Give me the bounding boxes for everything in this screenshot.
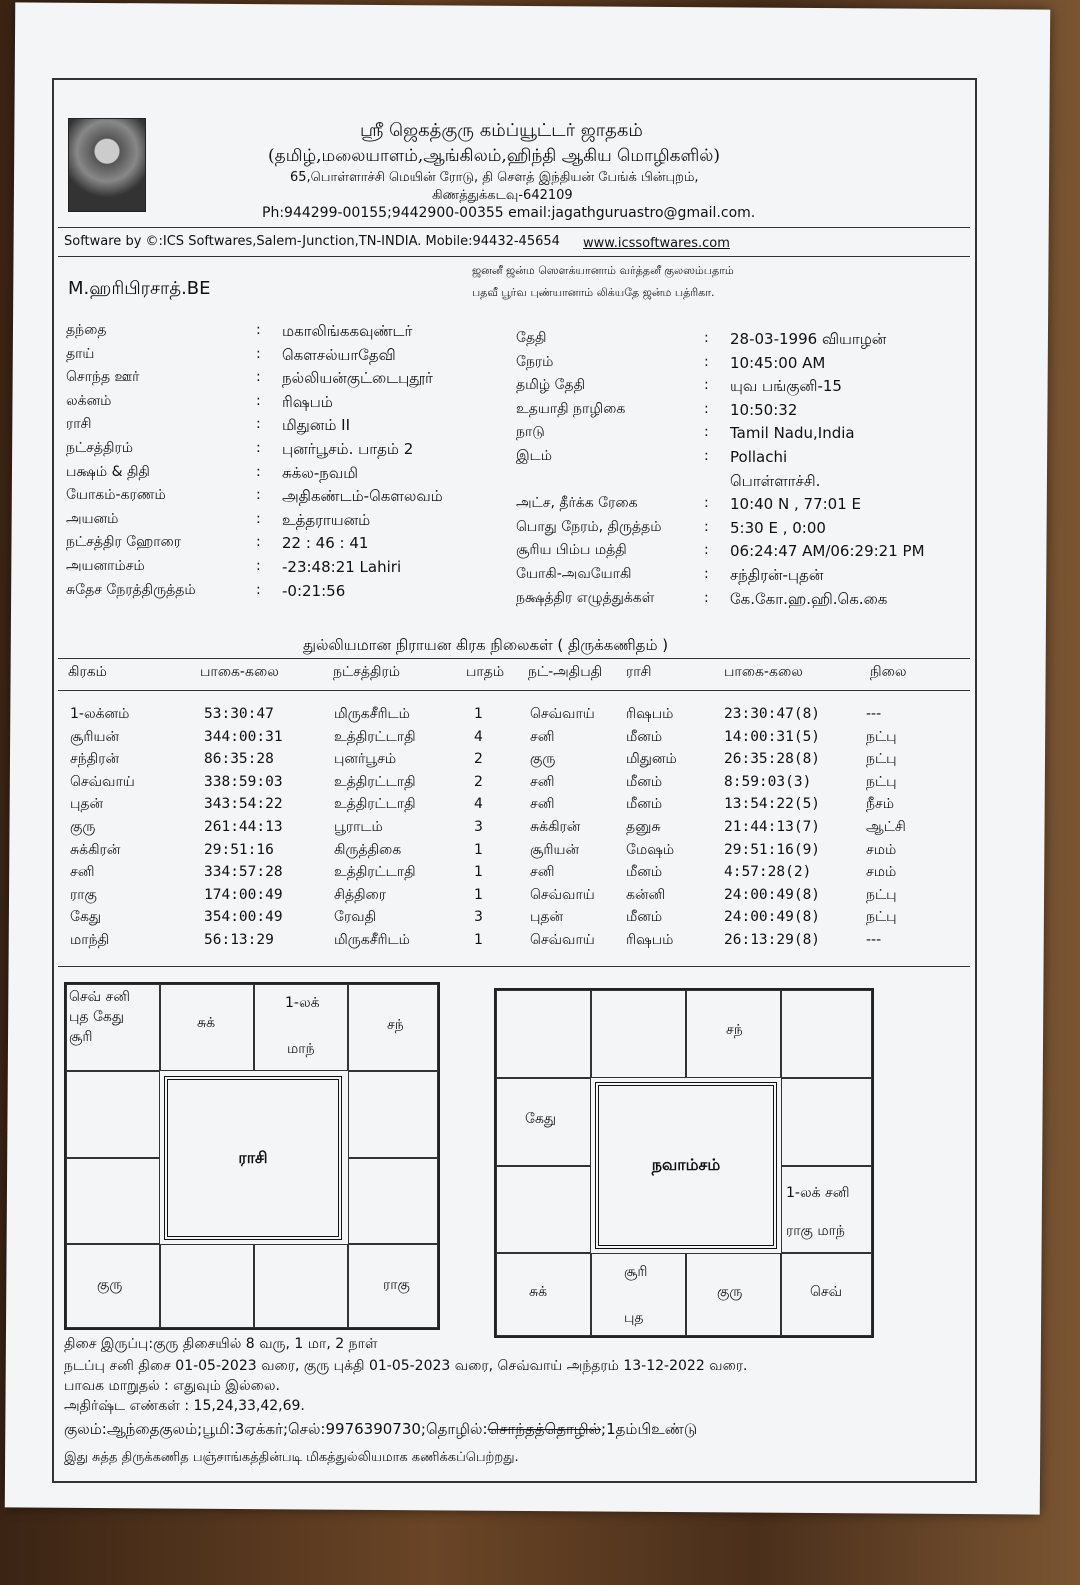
detail-value: 22 : 46 : 41 xyxy=(282,534,369,553)
table-cell: 4 xyxy=(474,796,483,813)
table-cell: நட்பு xyxy=(866,751,897,768)
table-cell: 261:44:13 xyxy=(204,819,283,835)
detail-label: நட்சத்திர ஹோரை xyxy=(66,534,182,551)
table-cell: தனுசு xyxy=(626,819,661,835)
cell-text: கேது xyxy=(525,1111,557,1127)
divider xyxy=(58,966,970,967)
detail-colon: : xyxy=(256,322,261,338)
detail-colon: : xyxy=(704,424,709,441)
table-cell: 3 xyxy=(474,909,483,926)
table-cell: மிருகசீரிடம் xyxy=(334,706,410,722)
cell-text: 1-லக் xyxy=(285,995,320,1011)
detail-colon: : xyxy=(704,518,709,535)
table-cell: 344:00:31 xyxy=(204,728,283,745)
table-header-cell: கிரகம் xyxy=(68,664,107,680)
detail-label: ராசி xyxy=(66,416,92,433)
detail-value: 28-03-1996 வியாழன் xyxy=(730,330,887,348)
detail-label: இடம் xyxy=(516,448,553,464)
detail-label: நேரம் xyxy=(516,353,554,370)
table-cell: உத்திரட்டாதி xyxy=(334,728,416,745)
table-header-cell: ராசி xyxy=(626,664,652,680)
table-cell: மீனம் xyxy=(626,864,663,881)
rasi-cell-pisces xyxy=(66,984,160,1071)
bhava-change: பாவக மாறுதல் : எதுவும் இல்லை. xyxy=(64,1378,280,1394)
detail-colon: : xyxy=(704,589,709,606)
table-cell: 1 xyxy=(474,841,483,858)
cell-text: சந் xyxy=(726,1022,743,1038)
detail-label: தமிழ் தேதி xyxy=(516,377,586,394)
navamsa-cell-libra xyxy=(686,1253,781,1336)
detail-colon: : xyxy=(256,581,261,598)
detail-label: லக்னம் xyxy=(66,392,112,409)
table-cell: ரேவதி xyxy=(334,909,377,926)
cell-text: 1-லக் சனி xyxy=(786,1185,850,1201)
rasi-cell-sagittarius xyxy=(66,1244,160,1328)
table-cell: சமம் xyxy=(866,864,897,881)
table-cell: கிருத்திகை xyxy=(334,841,402,858)
divider xyxy=(58,658,970,659)
detail-value: பொள்ளாச்சி. xyxy=(730,471,821,490)
detail-colon: : xyxy=(704,400,709,417)
lucky-numbers: அதிர்ஷ்ட எண்கள் : 15,24,33,42,69. xyxy=(64,1398,305,1414)
software-credit: Software by ©:ICS Softwares,Salem-Junction,TN-INDIA. Mobile:94432-45654 xyxy=(64,234,560,249)
cell-text: குரு xyxy=(97,1277,123,1293)
languages-line: (தமிழ்,மலையாளம்,ஆங்கிலம்,ஹிந்தி ஆகிய மொழிகளில்) xyxy=(268,146,721,166)
table-cell: 334:57:28 xyxy=(204,864,283,881)
detail-value: மகாலிங்ககவுண்டர் xyxy=(282,322,413,340)
table-cell: 21:44:13(7) xyxy=(724,819,821,835)
detail-label: தந்தை xyxy=(66,322,107,338)
detail-label: பொது நேரம், திருத்தம் xyxy=(516,518,662,535)
detail-label: அயனாம்சம் xyxy=(66,558,145,574)
detail-value: உத்தராயனம் xyxy=(282,510,371,529)
detail-colon: : xyxy=(704,566,709,582)
cell-text: செவ் xyxy=(810,1284,843,1300)
cell-text: புத xyxy=(624,1310,644,1326)
cell-text: மாந் xyxy=(287,1041,315,1057)
table-cell: மாந்தி xyxy=(70,932,110,948)
sanskrit-verse-2: பதவீ பூர்வ புண்யானாம் லிக்யதே ஜன்ம பத்ரிகா. xyxy=(472,286,715,299)
table-cell: 1 xyxy=(474,706,483,722)
detail-label: அயனம் xyxy=(66,510,119,527)
table-header-cell: பாதம் xyxy=(466,664,505,680)
table-cell: புதன் xyxy=(70,796,104,813)
table-cell: 1-லக்னம் xyxy=(70,706,130,722)
detail-label: தேதி xyxy=(516,330,547,346)
navamsa-cell-pisces xyxy=(496,990,591,1078)
table-cell: ஆட்சி xyxy=(866,819,906,835)
table-cell: சனி xyxy=(530,864,555,881)
person-name: M.ஹரிபிரசாத்.BE xyxy=(68,278,211,299)
detail-label: தாய் xyxy=(66,345,95,362)
address-line-1: 65,பொள்ளாச்சி மெயின் ரோடு, தி சௌத் இந்தியன் பேங்க் பின்புறம், xyxy=(290,170,699,185)
detail-label: பக்ஷம் & திதி xyxy=(66,463,150,480)
table-cell: --- xyxy=(866,706,882,722)
cell-text: செவ் சனி xyxy=(69,989,130,1005)
table-cell: 3 xyxy=(474,819,483,835)
detail-value: 06:24:47 AM/06:29:21 PM xyxy=(730,542,925,561)
dasa-balance: திசை இருப்பு:குரு திசையில் 8 வரு, 1 மா, 2 நாள் xyxy=(64,1336,378,1352)
divider xyxy=(58,227,970,228)
handwritten-note-text: குலம்:ஆந்தைகுலம்;பூமி:3ஏக்கர்;செல்:9976390730;தொழில்: xyxy=(64,1420,488,1438)
cell-text: சுக் xyxy=(529,1284,548,1300)
table-cell: உத்திரட்டாதி xyxy=(334,796,416,813)
detail-colon: : xyxy=(256,369,261,386)
contact-line: Ph:944299-00155;9442900-00355 email:jagathguruastro@gmail.com. xyxy=(262,205,756,221)
navamsa-cell-capricorn xyxy=(496,1166,591,1253)
table-cell: ராகு xyxy=(70,886,97,903)
detail-label: சொந்த ஊர் xyxy=(66,369,140,386)
table-cell: சனி xyxy=(530,728,555,745)
table-cell: நட்பு xyxy=(866,728,897,745)
table-cell: 354:00:49 xyxy=(204,909,283,926)
table-cell: சமம் xyxy=(866,841,897,858)
rasi-cell-cancer xyxy=(348,1071,438,1158)
table-cell: நட்பு xyxy=(866,909,897,926)
table-cell: 1 xyxy=(474,932,483,948)
table-cell: செவ்வாய் xyxy=(530,706,595,722)
rasi-cell-aries xyxy=(160,984,254,1071)
table-cell: செவ்வாய் xyxy=(530,932,595,948)
table-cell: 4:57:28(2) xyxy=(724,864,812,881)
table-cell: சூரியன் xyxy=(70,728,120,745)
detail-label: நட்சத்திரம் xyxy=(66,440,133,456)
table-cell: 174:00:49 xyxy=(204,886,283,903)
detail-colon: : xyxy=(704,377,709,394)
rasi-cell-leo xyxy=(348,1158,438,1244)
cell-text: குரு xyxy=(717,1284,743,1300)
table-cell: சித்திரை xyxy=(334,886,387,903)
table-cell: குரு xyxy=(530,751,556,768)
table-cell: கேது xyxy=(70,909,102,926)
table-cell: 1 xyxy=(474,864,483,881)
rasi-cell-aquarius xyxy=(66,1071,160,1158)
cell-text: சூரி xyxy=(624,1264,648,1280)
detail-colon: : xyxy=(256,392,261,409)
table-cell: 4 xyxy=(474,728,483,745)
detail-value: மிதுனம் II xyxy=(282,416,351,435)
rasi-cell-gemini xyxy=(348,984,438,1071)
handwritten-struck-text: சொந்தத்தொழில் xyxy=(487,1420,602,1438)
detail-colon: : xyxy=(256,510,261,527)
detail-value: 10:50:32 xyxy=(730,400,798,419)
table-header-cell: பாகை-கலை xyxy=(200,664,279,680)
handwritten-note xyxy=(64,1420,697,1440)
detail-value: புனர்பூசம். பாதம் 2 xyxy=(282,440,414,458)
rasi-cell-scorpio xyxy=(160,1244,254,1328)
doc-title: ஸ்ரீ ஜெகத்குரு கம்ப்யூட்டர் ஜாதகம் xyxy=(360,120,643,141)
table-header-cell: நிலை xyxy=(870,664,907,680)
table-cell: 1 xyxy=(474,886,483,903)
detail-colon: : xyxy=(704,448,709,464)
divider xyxy=(58,690,970,691)
table-cell: ரிஷபம் xyxy=(626,932,674,948)
table-header-cell: நட்-அதிபதி xyxy=(528,664,603,680)
table-cell: 86:35:28 xyxy=(204,751,274,768)
table-cell: 343:54:22 xyxy=(204,796,283,813)
table-cell: நட்பு xyxy=(866,773,897,790)
detail-colon: : xyxy=(256,440,261,456)
table-cell: மீனம் xyxy=(626,773,663,790)
navamsa-cell-aries xyxy=(591,990,686,1078)
software-website: www.icssoftwares.com xyxy=(583,236,730,251)
detail-value: -0:21:56 xyxy=(282,581,346,600)
table-cell: கன்னி xyxy=(626,886,666,903)
rasi-cell-taurus xyxy=(254,984,348,1071)
table-cell: சுக்கிரன் xyxy=(530,819,581,835)
table-cell: சனி xyxy=(70,864,95,881)
cell-text: புத கேது xyxy=(69,1009,125,1025)
planet-table-title: துல்லியமான நிராயன கிரக நிலைகள் ( திருக்கணிதம் ) xyxy=(303,636,669,654)
sanskrit-verse-1: ஜனனீ ஜன்ம ஸௌக்யானாம் வர்த்தனீ குலஸம்பதாம் xyxy=(472,264,734,277)
detail-label: அட்ச, தீர்க்க ரேகை xyxy=(516,495,638,512)
table-cell: --- xyxy=(866,932,882,948)
cell-text: ராகு xyxy=(383,1277,410,1293)
detail-colon: : xyxy=(704,353,709,370)
navamsa-cell-aquarius xyxy=(496,1078,591,1166)
address-line-2: கிணத்துக்கடவு-642109 xyxy=(432,188,573,203)
rasi-cell-capricorn xyxy=(66,1158,160,1244)
detail-value: 5:30 E , 0:00 xyxy=(730,518,826,537)
table-cell: 26:35:28(8) xyxy=(724,751,821,768)
detail-value: -23:48:21 Lahiri xyxy=(282,558,402,576)
table-cell: 56:13:29 xyxy=(204,932,274,948)
detail-label: நாடு xyxy=(516,424,545,441)
current-dasa: நடப்பு சனி திசை 01-05-2023 வரை, குரு புக்தி 01-05-2023 வரை, செவ்வாய் அந்தரம் 13-12-2022 வரை. xyxy=(64,1358,748,1374)
detail-colon: : xyxy=(256,534,261,551)
navamsa-chart xyxy=(494,988,874,1338)
table-cell: சனி xyxy=(530,796,555,813)
table-cell: 29:51:16 xyxy=(204,841,274,858)
table-cell: மீனம் xyxy=(626,728,663,745)
rasi-chart xyxy=(64,982,440,1330)
table-cell: 13:54:22(5) xyxy=(724,796,821,813)
table-cell: நட்பு xyxy=(866,886,897,903)
cell-text: ராகு மாந் xyxy=(786,1223,845,1239)
table-cell: 338:59:03 xyxy=(204,773,283,790)
table-cell: 26:13:29(8) xyxy=(724,932,821,948)
navamsa-cell-gemini-label xyxy=(686,990,781,1078)
cell-text: சுக் xyxy=(197,1015,216,1031)
detail-value: ரிஷபம் xyxy=(282,392,333,411)
detail-label: யோகி-அவயோகி xyxy=(516,566,632,582)
table-cell: 24:00:49(8) xyxy=(724,909,821,926)
table-cell: 14:00:31(5) xyxy=(724,728,821,745)
detail-colon: : xyxy=(704,542,709,559)
detail-colon: : xyxy=(256,463,261,480)
table-cell: சூரியன் xyxy=(530,841,580,858)
table-cell: புதன் xyxy=(530,909,564,926)
table-cell: 53:30:47 xyxy=(204,706,274,722)
detail-value: 10:40 N , 77:01 E xyxy=(730,495,861,514)
detail-colon: : xyxy=(256,416,261,433)
navamsa-cell-sagittarius xyxy=(496,1253,591,1336)
table-cell: 29:51:16(9) xyxy=(724,841,821,858)
detail-label: சூரிய பிம்ப மத்தி xyxy=(516,542,627,559)
table-cell: சனி xyxy=(530,773,555,790)
table-cell: சந்திரன் xyxy=(70,751,120,768)
table-cell: சுக்கிரன் xyxy=(70,841,121,858)
detail-value: அதிகண்டம்-கௌலவம் xyxy=(282,487,443,506)
navamsa-cell-virgo xyxy=(781,1253,872,1336)
rasi-cell-libra xyxy=(254,1244,348,1328)
table-cell: மிருகசீரிடம் xyxy=(334,932,410,948)
navamsa-cell-cancer xyxy=(781,1078,872,1166)
divider xyxy=(58,256,970,257)
table-cell: புனர்பூசம் xyxy=(334,751,397,768)
detail-label: நக்ஷத்திர எழுத்துக்கள் xyxy=(516,589,655,606)
table-cell: குரு xyxy=(70,819,96,835)
cell-text: சந் xyxy=(387,1017,404,1033)
table-cell: செவ்வாய் xyxy=(530,886,595,903)
cell-text: சூரி xyxy=(69,1029,93,1045)
table-cell: பூராடம் xyxy=(334,819,383,835)
table-cell: மேஷம் xyxy=(626,841,675,858)
detail-label: யோகம்-கரணம் xyxy=(66,487,166,504)
table-cell: 23:30:47(8) xyxy=(724,706,821,722)
detail-value: 10:45:00 AM xyxy=(730,353,826,372)
navamsa-cell-scorpio xyxy=(591,1253,686,1336)
rasi-center-label: ராசி xyxy=(164,1076,342,1240)
navamsa-cell-leo xyxy=(781,1166,872,1253)
detail-colon: : xyxy=(704,495,709,512)
table-cell: மிதுனம் xyxy=(626,751,677,768)
detail-value: நல்லியன்குட்டைபுதூர் xyxy=(282,369,433,388)
table-cell: செவ்வாய் xyxy=(70,773,135,790)
detail-value: Tamil Nadu,India xyxy=(730,424,855,443)
table-cell: உத்திரட்டாதி xyxy=(334,864,416,881)
detail-label: உதயாதி நாழிகை xyxy=(516,400,626,417)
detail-value: கே.கோ.ஹ.ஹி.கெ.கை xyxy=(730,589,888,608)
table-cell: 8:59:03(3) xyxy=(724,773,812,790)
navamsa-center-label: நவாம்சம் xyxy=(595,1082,777,1249)
table-cell: உத்திரட்டாதி xyxy=(334,773,416,790)
detail-value: கௌசல்யாதேவி xyxy=(282,345,396,364)
table-cell: 24:00:49(8) xyxy=(724,886,821,903)
detail-label: சுதேச நேரத்திருத்தம் xyxy=(66,581,196,598)
table-cell: ரிஷபம் xyxy=(626,706,674,722)
table-cell: 2 xyxy=(474,751,483,768)
rasi-cell-virgo xyxy=(348,1244,438,1328)
detail-value: சுக்ல-நவமி xyxy=(282,463,358,482)
detail-value: சந்திரன்-புதன் xyxy=(730,566,824,584)
guru-logo-image xyxy=(68,118,146,212)
table-cell: மீனம் xyxy=(626,796,663,813)
detail-colon: : xyxy=(256,345,261,362)
detail-colon: : xyxy=(704,330,709,346)
detail-value: யுவ பங்குனி-15 xyxy=(730,377,842,396)
table-header-cell: நட்சத்திரம் xyxy=(333,664,400,680)
closing-statement: இது சுத்த திருக்கணித பஞ்சாங்கத்தின்படி மிகத்துல்லியமாக கணிக்கப்பெற்றது. xyxy=(64,1450,519,1465)
table-cell: மீனம் xyxy=(626,909,663,926)
detail-colon: : xyxy=(256,487,261,504)
table-cell: நீசம் xyxy=(866,796,894,813)
handwritten-note-end: ;1தம்பிஉண்டு xyxy=(601,1420,698,1438)
detail-colon: : xyxy=(256,558,261,574)
table-cell: 2 xyxy=(474,773,483,790)
navamsa-cell-gemini xyxy=(781,990,872,1078)
table-header-cell: பாகை-கலை xyxy=(724,664,803,680)
detail-value: Pollachi xyxy=(730,448,788,466)
